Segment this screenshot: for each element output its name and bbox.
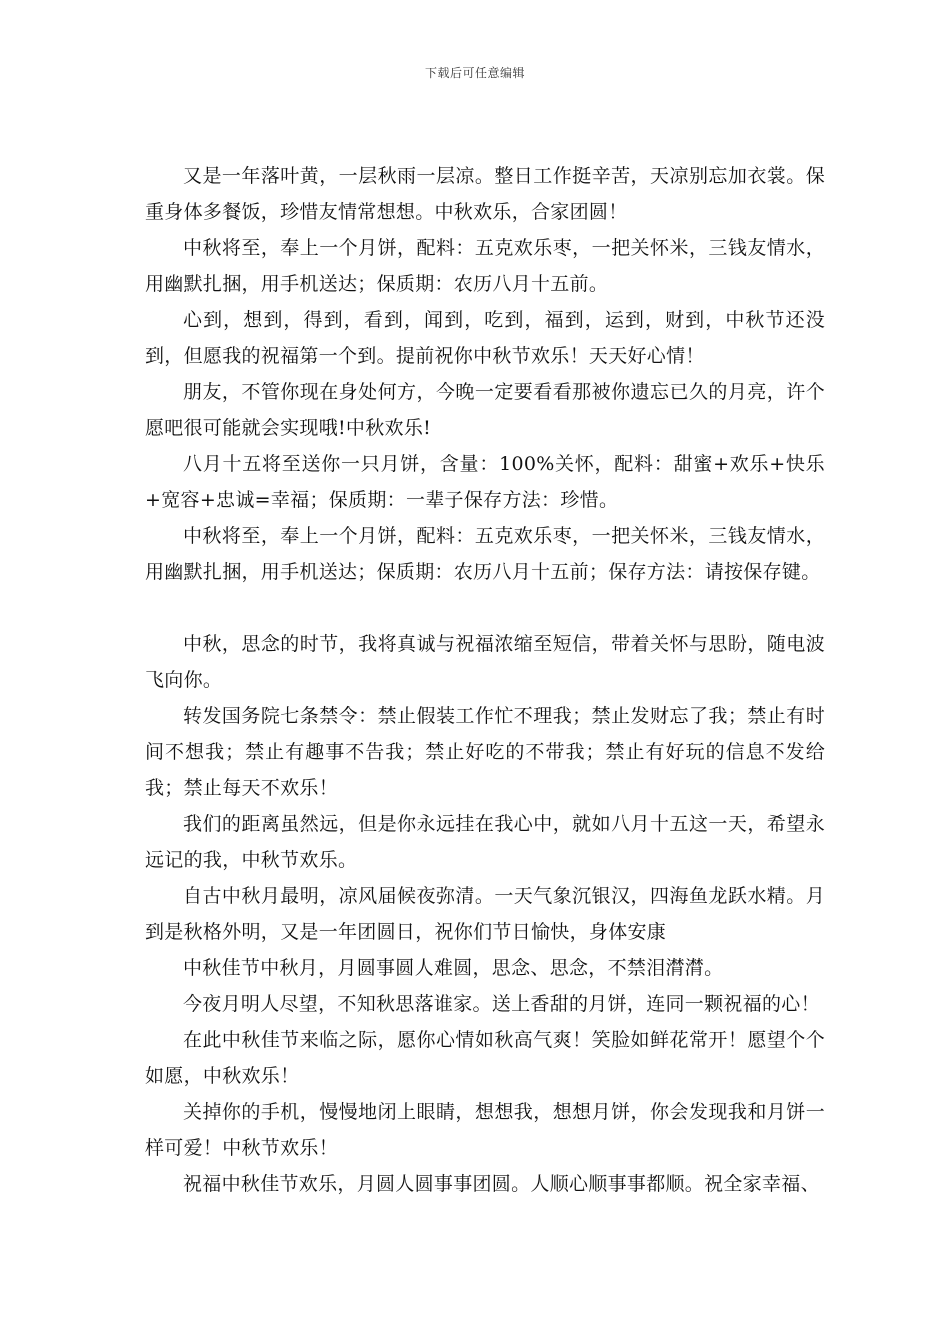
paragraph: 今夜月明人尽望，不知秋思落谁家。送上香甜的月饼，连同一颗祝福的心！	[183, 993, 820, 1015]
paragraph: 转发国务院七条禁令：禁止假装工作忙不理我；禁止发财忘了我；禁止有时间不想我；禁止有趣事不告我；禁止好吃的不带我；禁止有好玩的信息不发给我；禁止每天不欢乐！	[145, 705, 825, 799]
page-header: 下载后可任意编辑	[424, 66, 525, 80]
paragraph-group-1	[145, 158, 825, 590]
paragraph: 中秋，思念的时节，我将真诚与祝福浓缩至短信，带着关怀与思盼，随电波飞向你。	[145, 633, 825, 691]
paragraph: 在此中秋佳节来临之际，愿你心情如秋高气爽！笑脸如鲜花常开！愿望个个如愿，中秋欢乐！	[145, 1029, 825, 1087]
paragraph: 中秋将至，奉上一个月饼，配料：五克欢乐枣，一把关怀米，三钱友情水，用幽默扎捆，用手机送达；保质期：农历八月十五前。	[145, 237, 825, 295]
paragraph: 朋友，不管你现在身处何方，今晚一定要看看那被你遗忘已久的月亮，许个愿吧很可能就会实现哦!中秋欢乐!	[145, 381, 825, 439]
paragraph-group-2	[145, 626, 825, 1202]
document-body	[145, 158, 825, 1202]
paragraph: 关掉你的手机，慢慢地闭上眼睛，想想我，想想月饼，你会发现我和月饼一样可爱！中秋节欢乐！	[145, 1101, 825, 1159]
paragraph: 又是一年落叶黄，一层秋雨一层凉。整日工作挺辛苦，天凉别忘加衣裳。保重身体多餐饭，珍惜友情常想想。中秋欢乐，合家团圆！	[145, 165, 825, 223]
section-spacer	[145, 590, 825, 626]
paragraph: 心到，想到，得到，看到，闻到，吃到，福到，运到，财到，中秋节还没到，但愿我的祝福第一个到。提前祝你中秋节欢乐！天天好心情！	[145, 309, 825, 367]
paragraph: 祝福中秋佳节欢乐，月圆人圆事事团圆。人顺心顺事事都顺。祝全家幸福、	[183, 1173, 820, 1195]
paragraph: 中秋佳节中秋月，月圆事圆人难圆，思念、思念，不禁泪潸潸。	[183, 957, 724, 979]
paragraph: 自古中秋月最明，凉风届候夜弥清。一天气象沉银汉，四海鱼龙跃水精。月到是秋格外明，又是一年团圆日，祝你们节日愉快，身体安康	[145, 885, 825, 943]
paragraph: 八月十五将至送你一只月饼，含量：100%关怀，配料：甜蜜+欢乐+快乐+宽容+忠诚=幸福；保质期：一辈子保存方法：珍惜。	[145, 453, 825, 511]
paragraph: 中秋将至，奉上一个月饼，配料：五克欢乐枣，一把关怀米，三钱友情水，用幽默扎捆，用手机送达；保质期：农历八月十五前；保存方法：请按保存键。	[145, 525, 825, 583]
paragraph: 我们的距离虽然远，但是你永远挂在我心中，就如八月十五这一天，希望永远记的我，中秋节欢乐。	[145, 813, 825, 871]
